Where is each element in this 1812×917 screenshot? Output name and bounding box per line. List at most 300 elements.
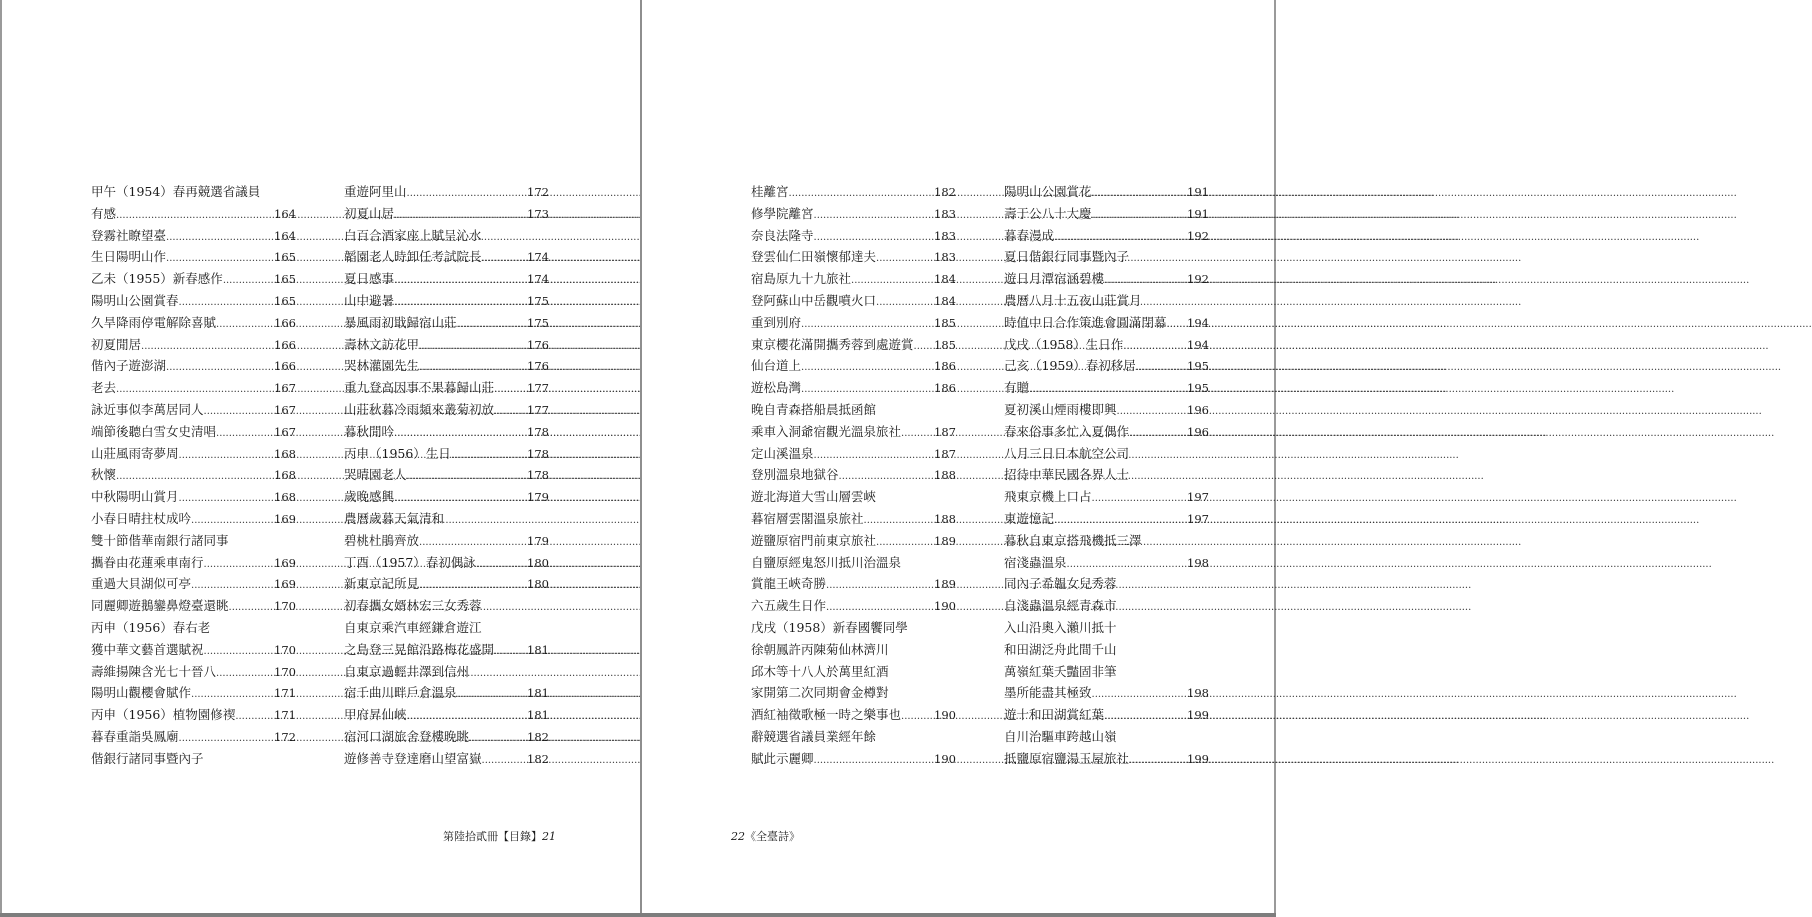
- toc-entry-page: 189: [934, 533, 956, 548]
- toc-entry: [344, 530, 549, 552]
- toc-entry-page: 175: [527, 293, 549, 308]
- toc-entry: [751, 355, 956, 377]
- dot-leader: [235, 706, 274, 728]
- dot-leader: [229, 597, 275, 619]
- toc-entry: [751, 181, 956, 203]
- toc-entry-title: 重遊阿里山: [344, 184, 407, 199]
- dot-leader: [116, 466, 274, 488]
- toc-entry-title: 登霧社瞭望臺: [91, 227, 167, 243]
- toc-entry-page: 183: [934, 250, 956, 265]
- toc-entry: [344, 443, 549, 465]
- toc-entry: [91, 617, 296, 639]
- toc-entry-title: 自川治驅車跨越山嶺: [1004, 728, 1117, 744]
- dot-leader: [864, 510, 935, 532]
- dot-leader: [1104, 270, 1187, 292]
- toc-entry-page: 182: [527, 751, 549, 766]
- dot-leader: [419, 532, 527, 554]
- toc-entry: [1004, 268, 1209, 290]
- dot-leader: [1092, 183, 1188, 205]
- toc-entry: [751, 464, 956, 486]
- toc-entry-title: 墨所能盡其極致: [1004, 685, 1092, 701]
- toc-entry: [91, 246, 296, 268]
- toc-entry: [344, 290, 549, 312]
- toc-entry-title: 農曆八月十五夜山莊賞月: [1004, 292, 1142, 308]
- toc-entry: [344, 377, 549, 399]
- toc-entry-title: 遊十和田湖賞紅葉: [1004, 707, 1105, 723]
- toc-entry: [344, 312, 549, 334]
- toc-entry: [751, 661, 956, 683]
- toc-entry-title: 自淺蟲溫泉經青森市: [1004, 598, 1117, 614]
- toc-entry: [91, 225, 296, 247]
- toc-entry-title: 韜園老人時卸任考試院長: [344, 249, 482, 265]
- dot-leader: [457, 314, 528, 336]
- toc-entry: [344, 639, 549, 661]
- toc-entry: [344, 573, 549, 595]
- toc-entry: [751, 726, 956, 748]
- dot-leader: [451, 445, 527, 467]
- toc-entry: [751, 334, 956, 356]
- toc-entry-page: 198: [1187, 686, 1209, 701]
- toc-entry-page: 171: [274, 686, 296, 701]
- toc-entry: [344, 334, 549, 356]
- toc-entry: [751, 682, 956, 704]
- toc-entry-page: 164: [274, 206, 296, 221]
- toc-entry-page: 192: [1187, 228, 1209, 243]
- toc-entry-title: 重過大貝湖似可亭: [91, 576, 192, 592]
- toc-entry: [1004, 334, 1209, 356]
- toc-entry-page: 188: [934, 468, 956, 483]
- toc-entry-title: 甲午（1954）春再競選省議員: [91, 184, 261, 199]
- toc-entry: [91, 464, 296, 486]
- dot-leader: [801, 314, 934, 336]
- toc-entry: [1004, 617, 1209, 639]
- toc-entry-title: 暴風雨初戢歸宿山莊: [344, 314, 457, 330]
- toc-entry-title: 晚自青森搭船晨抵函館: [751, 401, 877, 417]
- toc-entry-title: 夏初溪山煙雨樓即興: [1004, 401, 1117, 417]
- dot-leader: [407, 466, 528, 488]
- dot-leader: [457, 684, 528, 706]
- toc-entry-title: 六五歲生日作: [751, 598, 827, 614]
- toc-entry: [1004, 573, 1209, 595]
- dot-leader: [826, 597, 934, 619]
- toc-entry-title: 遊鹽原宿門前東京旅社: [751, 532, 877, 548]
- toc-entry-page: 185: [934, 315, 956, 330]
- dot-leader: [179, 728, 275, 750]
- toc-entry-page: 165: [274, 293, 296, 308]
- dot-leader: [789, 183, 935, 205]
- toc-entry-page: 182: [934, 185, 956, 199]
- toc-entry-title: 暮春漫成: [1004, 227, 1055, 243]
- toc-entry-title: 修學院離宮: [751, 205, 814, 221]
- toc-entry: [344, 682, 549, 704]
- toc-entry-page: 186: [934, 359, 956, 374]
- toc-entry-title: 暮秋閒吟: [344, 423, 395, 439]
- toc-entry: [1004, 443, 1209, 465]
- dot-leader: [1129, 423, 1187, 445]
- toc-entry-title: 壽維揚陳含光七十晉八: [91, 663, 217, 679]
- toc-entry: [751, 203, 956, 225]
- toc-entry: [344, 508, 549, 530]
- dot-leader: [839, 466, 935, 488]
- toc-entry-page: 195: [1187, 381, 1209, 396]
- toc-entry: [344, 399, 549, 421]
- dot-leader: [1117, 401, 1188, 423]
- toc-entry-title: 登雲仙仁田嶺懷郁達夫: [751, 249, 877, 265]
- toc-entry-title: 己亥（1959）春初移居: [1004, 358, 1136, 374]
- toc-entry-page: 169: [274, 511, 296, 526]
- dot-leader: [116, 379, 274, 401]
- dot-leader: [166, 248, 274, 270]
- toc-entry: [344, 661, 549, 683]
- toc-entry-title: 賞龍王峽奇勝: [751, 576, 827, 592]
- toc-entry-title: 山中避暑: [344, 292, 395, 308]
- toc-entry-title: 壽林文訪花甲: [344, 336, 420, 352]
- page-number: 22: [731, 830, 745, 843]
- toc-column: [344, 181, 549, 770]
- dot-leader: [1029, 379, 1187, 401]
- toc-entry: [1004, 595, 1209, 617]
- toc-entry-page: 197: [1187, 490, 1209, 505]
- toc-entry: [1004, 399, 1209, 421]
- toc-entry-title: 同麗卿遊鵝鑾鼻燈臺還眺: [91, 598, 229, 614]
- toc-entry-title: 時值中日合作策進會圓滿閉幕: [1004, 314, 1167, 330]
- toc-entry-title: 壽于公八十大慶: [1004, 205, 1092, 221]
- toc-entry: [91, 443, 296, 465]
- dot-leader: [876, 532, 934, 554]
- toc-entry-page: 167: [274, 424, 296, 439]
- dot-leader: [204, 641, 275, 663]
- dot-leader: [116, 205, 274, 227]
- toc-entry-title: 新東京記所見: [344, 576, 420, 592]
- toc-entry-title: 遊日月潭宿涵碧樓: [1004, 271, 1105, 287]
- toc-entry: [91, 334, 296, 356]
- toc-entry-title: 初春攜女婿林宏三女秀蓉: [344, 598, 482, 614]
- dot-leader: [191, 575, 274, 597]
- toc-entry-page: 199: [1187, 751, 1209, 766]
- toc-entry-title: 仙台道上: [751, 358, 802, 374]
- toc-entry: [91, 661, 296, 683]
- toc-entry-title: 遊松島灣: [751, 380, 802, 396]
- toc-entry-page: 171: [274, 708, 296, 723]
- toc-entry-title: 丁酉（1957）春初偶詠: [344, 554, 476, 570]
- dot-leader: [901, 423, 934, 445]
- dot-leader: [1136, 357, 1187, 379]
- toc-entry-page: 195: [1187, 359, 1209, 374]
- toc-entry: [751, 246, 956, 268]
- toc-entry-title: 偕內子遊澎湖: [91, 358, 167, 374]
- toc-entry: [751, 530, 956, 552]
- toc-entry-title: 初夏閒居: [91, 336, 142, 352]
- toc-entry: [1004, 225, 1209, 247]
- toc-entry: [344, 748, 549, 770]
- dot-leader: [179, 292, 275, 314]
- dot-leader: [476, 554, 527, 576]
- toc-entry-page: 187: [934, 424, 956, 439]
- toc-entry: [751, 748, 956, 770]
- toc-entry-title: 飛東京機上口占: [1004, 489, 1092, 505]
- toc-entry: [1004, 246, 1209, 268]
- toc-entry-title: 暮秋自東京搭飛機抵三澤: [1004, 532, 1142, 548]
- toc-entry: [344, 268, 549, 290]
- toc-entry: [1004, 203, 1209, 225]
- toc-entry: [344, 421, 549, 443]
- toc-entry-title: 農曆歲暮天氣清和: [344, 510, 445, 526]
- toc-entry-page: 184: [934, 293, 956, 308]
- toc-entry: [91, 268, 296, 290]
- toc-entry-page: 187: [934, 446, 956, 461]
- dot-leader: [191, 510, 274, 532]
- toc-entry: [344, 203, 549, 225]
- dot-leader: [419, 357, 527, 379]
- toc-entry: [91, 748, 296, 770]
- toc-entry-title: 乘車入洞爺宿觀光溫泉旅社: [751, 423, 902, 439]
- toc-entry: [344, 552, 549, 574]
- toc-entry: [91, 639, 296, 661]
- toc-entry-title: 山莊秋暮冷雨頻來叢菊初放: [344, 401, 495, 417]
- dot-leader: [394, 292, 527, 314]
- dot-leader: [216, 423, 274, 445]
- toc-entry: [344, 595, 549, 617]
- toc-entry: [1004, 312, 1209, 334]
- toc-entry-title: 奈良法隆寺: [751, 227, 814, 243]
- dot-leader: [494, 401, 527, 423]
- dot-leader: [394, 270, 527, 292]
- dot-leader: [394, 488, 527, 510]
- toc-entry: [1004, 661, 1209, 683]
- toc-entry: [1004, 355, 1209, 377]
- dot-leader: [216, 663, 274, 685]
- toc-entry-title: 重九登高因事不果暮歸山莊: [344, 380, 495, 396]
- toc-entry-title: 宿河口湖旅舍登樓晚眺: [344, 728, 470, 744]
- toc-entry-page: 168: [274, 468, 296, 483]
- toc-entry-page: 176: [527, 337, 549, 352]
- toc-entry-page: 192: [1187, 272, 1209, 287]
- toc-entry-title: 碧桃杜鵑齊放: [344, 532, 420, 548]
- toc-entry-title: 端節後聽白雪女史清唱: [91, 423, 217, 439]
- toc-entry: [91, 377, 296, 399]
- page-footer: [731, 828, 800, 844]
- toc-entry-title: 戊戌（1958）生日作: [1004, 336, 1124, 352]
- toc-entry-page: 179: [527, 533, 549, 548]
- toc-entry-page: 196: [1187, 424, 1209, 439]
- toc-entry-title: 登阿蘇山中岳觀噴火口: [751, 292, 877, 308]
- toc-entry-page: 196: [1187, 402, 1209, 417]
- dot-leader: [204, 554, 275, 576]
- toc-entry-title: 桂離宮: [751, 184, 789, 199]
- toc-entry: [1004, 290, 1209, 312]
- toc-entry: [344, 486, 549, 508]
- toc-entry-title: 攜眷由花蓮乘車南行: [91, 554, 204, 570]
- toc-entry: [1004, 552, 1209, 574]
- toc-entry-page: 197: [1187, 511, 1209, 526]
- toc-entry-title: 夏日偕銀行同事暨內子: [1004, 249, 1130, 265]
- toc-entry: [751, 704, 956, 726]
- toc-entry-title: 生日陽明山作: [91, 249, 167, 265]
- dot-leader: [141, 336, 274, 358]
- dot-leader: [814, 205, 935, 227]
- toc-entry-page: 184: [934, 272, 956, 287]
- toc-entry-page: 168: [274, 490, 296, 505]
- toc-entry-page: 186: [934, 381, 956, 396]
- toc-entry-page: 190: [934, 708, 956, 723]
- toc-entry-title: 之島登三晃館沿路梅花盛開: [344, 641, 495, 657]
- toc-entry-title: 久旱降雨停電解除喜賦: [91, 314, 217, 330]
- dot-leader: [166, 227, 274, 249]
- dot-leader: [407, 706, 528, 728]
- toc-entry-title: 偕銀行諸同事暨內子: [91, 750, 204, 766]
- toc-entry-page: 165: [274, 272, 296, 287]
- toc-entry-page: 181: [527, 686, 549, 701]
- toc-entry-title: 雙十節偕華南銀行諸同事: [91, 532, 229, 548]
- toc-column: [91, 181, 296, 770]
- toc-entry-title: 白百合酒家座上賦呈沁水: [344, 227, 482, 243]
- toc-entry: [751, 312, 956, 334]
- toc-entry: [1004, 421, 1209, 443]
- dot-leader: [814, 750, 935, 772]
- toc-entry-title: 徐朝鳳許丙陳菊仙林濟川: [751, 641, 889, 657]
- dot-leader: [494, 379, 527, 401]
- footer-title: 《全臺詩》: [745, 830, 800, 843]
- book-gutter: [640, 0, 642, 917]
- toc-entry-title: 歲晚感興: [344, 489, 395, 505]
- toc-entry: [751, 595, 956, 617]
- toc-entry: [91, 421, 296, 443]
- toc-entry-page: 189: [934, 577, 956, 592]
- dot-leader: [901, 706, 934, 728]
- toc-entry-page: 176: [527, 359, 549, 374]
- page-number: 21: [542, 830, 556, 843]
- toc-entry: [1004, 181, 1209, 203]
- dot-leader: [826, 575, 934, 597]
- toc-entry: [1004, 704, 1209, 726]
- toc-entry: [91, 312, 296, 334]
- toc-entry-page: 173: [527, 206, 549, 221]
- dot-leader: [1167, 314, 1188, 336]
- toc-entry-title: 哭晴園老人: [344, 467, 407, 483]
- toc-entry-title: 東京櫻花滿開攜秀蓉到處遊賞: [751, 336, 914, 352]
- toc-entry-page: 168: [274, 446, 296, 461]
- toc-entry-title: 自東京過輕井澤到信州: [344, 663, 470, 679]
- toc-entry: [751, 421, 956, 443]
- dot-leader: [1092, 684, 1188, 706]
- toc-entry-page: 172: [527, 185, 549, 199]
- dot-leader: [216, 314, 274, 336]
- toc-entry-page: 190: [934, 751, 956, 766]
- toc-entry-page: 166: [274, 359, 296, 374]
- toc-entry-title: 丙申（1956）春右老: [91, 619, 211, 635]
- toc-entry-title: 小春日晴拄杖成吟: [91, 510, 192, 526]
- dot-leader: [914, 336, 935, 358]
- dot-leader: [801, 357, 934, 379]
- toc-entry-title: 乙未（1955）新春感作: [91, 271, 223, 287]
- toc-entry-page: 181: [527, 708, 549, 723]
- toc-entry-title: 重到別府: [751, 314, 802, 330]
- dot-leader: [1092, 488, 1188, 510]
- footer-title: 第陸拾貳冊【目錄】: [443, 830, 542, 843]
- dot-leader: [814, 445, 935, 467]
- dot-leader: [1129, 750, 1187, 772]
- toc-entry: [91, 595, 296, 617]
- toc-entry: [91, 573, 296, 595]
- dot-leader: [394, 423, 527, 445]
- toc-entry-page: 185: [934, 337, 956, 352]
- dot-leader: [419, 575, 527, 597]
- page-footer: [443, 828, 556, 844]
- toc-entry-title: 家開第二次同期會金樽對: [751, 685, 889, 701]
- toc-entry: [91, 508, 296, 530]
- toc-entry-page: 175: [527, 315, 549, 330]
- toc-entry-page: 174: [527, 250, 549, 265]
- toc-entry: [91, 682, 296, 704]
- toc-entry-title: 老去: [91, 380, 117, 396]
- dot-leader: [223, 270, 274, 292]
- toc-entry-page: 180: [527, 577, 549, 592]
- dot-leader: [876, 292, 934, 314]
- toc-entry: [751, 639, 956, 661]
- toc-entry: [344, 246, 549, 268]
- toc-entry-title: 萬嶺紅葉夭豔固非筆: [1004, 663, 1117, 679]
- toc-entry-page: 172: [274, 729, 296, 744]
- toc-entry-page: 166: [274, 337, 296, 352]
- toc-entry: [1004, 486, 1209, 508]
- toc-entry: [1004, 639, 1209, 661]
- toc-column: [1004, 181, 1209, 770]
- toc-entry: [751, 290, 956, 312]
- toc-entry: [751, 508, 956, 530]
- toc-entry-page: 164: [274, 228, 296, 243]
- toc-entry-title: 初夏山居: [344, 205, 395, 221]
- toc-entry: [91, 726, 296, 748]
- toc-entry-page: 183: [934, 206, 956, 221]
- toc-entry-page: 174: [527, 272, 549, 287]
- dot-leader: [419, 336, 527, 358]
- dot-leader: [1054, 227, 1187, 249]
- toc-entry-title: 自鹽原經鬼怒川抵川治溫泉: [751, 554, 902, 570]
- toc-entry: [91, 486, 296, 508]
- toc-entry-page: 178: [527, 446, 549, 461]
- toc-entry: [91, 704, 296, 726]
- toc-entry-title: 同內子希韞女兒秀蓉: [1004, 576, 1117, 592]
- toc-entry-title: 宿淺蟲溫泉: [1004, 554, 1067, 570]
- toc-entry-title: 哭林灌園先生: [344, 358, 420, 374]
- toc-entry-title: 中秋陽明山賞月: [91, 489, 179, 505]
- toc-entry: [1004, 682, 1209, 704]
- toc-entry-title: 邱木等十八人於萬里紅酒: [751, 663, 889, 679]
- toc-entry-page: 181: [527, 642, 549, 657]
- toc-entry-page: 182: [527, 729, 549, 744]
- toc-entry-title: 八月三日日本航空公司: [1004, 445, 1130, 461]
- toc-entry: [344, 726, 549, 748]
- toc-entry: [91, 355, 296, 377]
- toc-entry: [91, 530, 296, 552]
- toc-entry-title: 山莊風雨寄夢周: [91, 445, 179, 461]
- dot-leader: [1123, 336, 1187, 358]
- toc-entry: [751, 268, 956, 290]
- toc-entry-title: 戊戌（1958）新春國饗同學: [751, 619, 908, 635]
- toc-entry-page: 198: [1187, 555, 1209, 570]
- toc-entry: [1004, 748, 1209, 770]
- toc-entry: [1004, 530, 1209, 552]
- toc-entry-page: 177: [527, 402, 549, 417]
- toc-entry-page: 199: [1187, 708, 1209, 723]
- toc-entry-page: 177: [527, 381, 549, 396]
- dot-leader: [801, 379, 934, 401]
- toc-entry-page: 167: [274, 402, 296, 417]
- toc-entry-page: 180: [527, 555, 549, 570]
- toc-entry: [751, 443, 956, 465]
- toc-entry-title: 陽明山公園賞花: [1004, 184, 1092, 199]
- toc-entry-title: 陽明山觀櫻會賦作: [91, 685, 192, 701]
